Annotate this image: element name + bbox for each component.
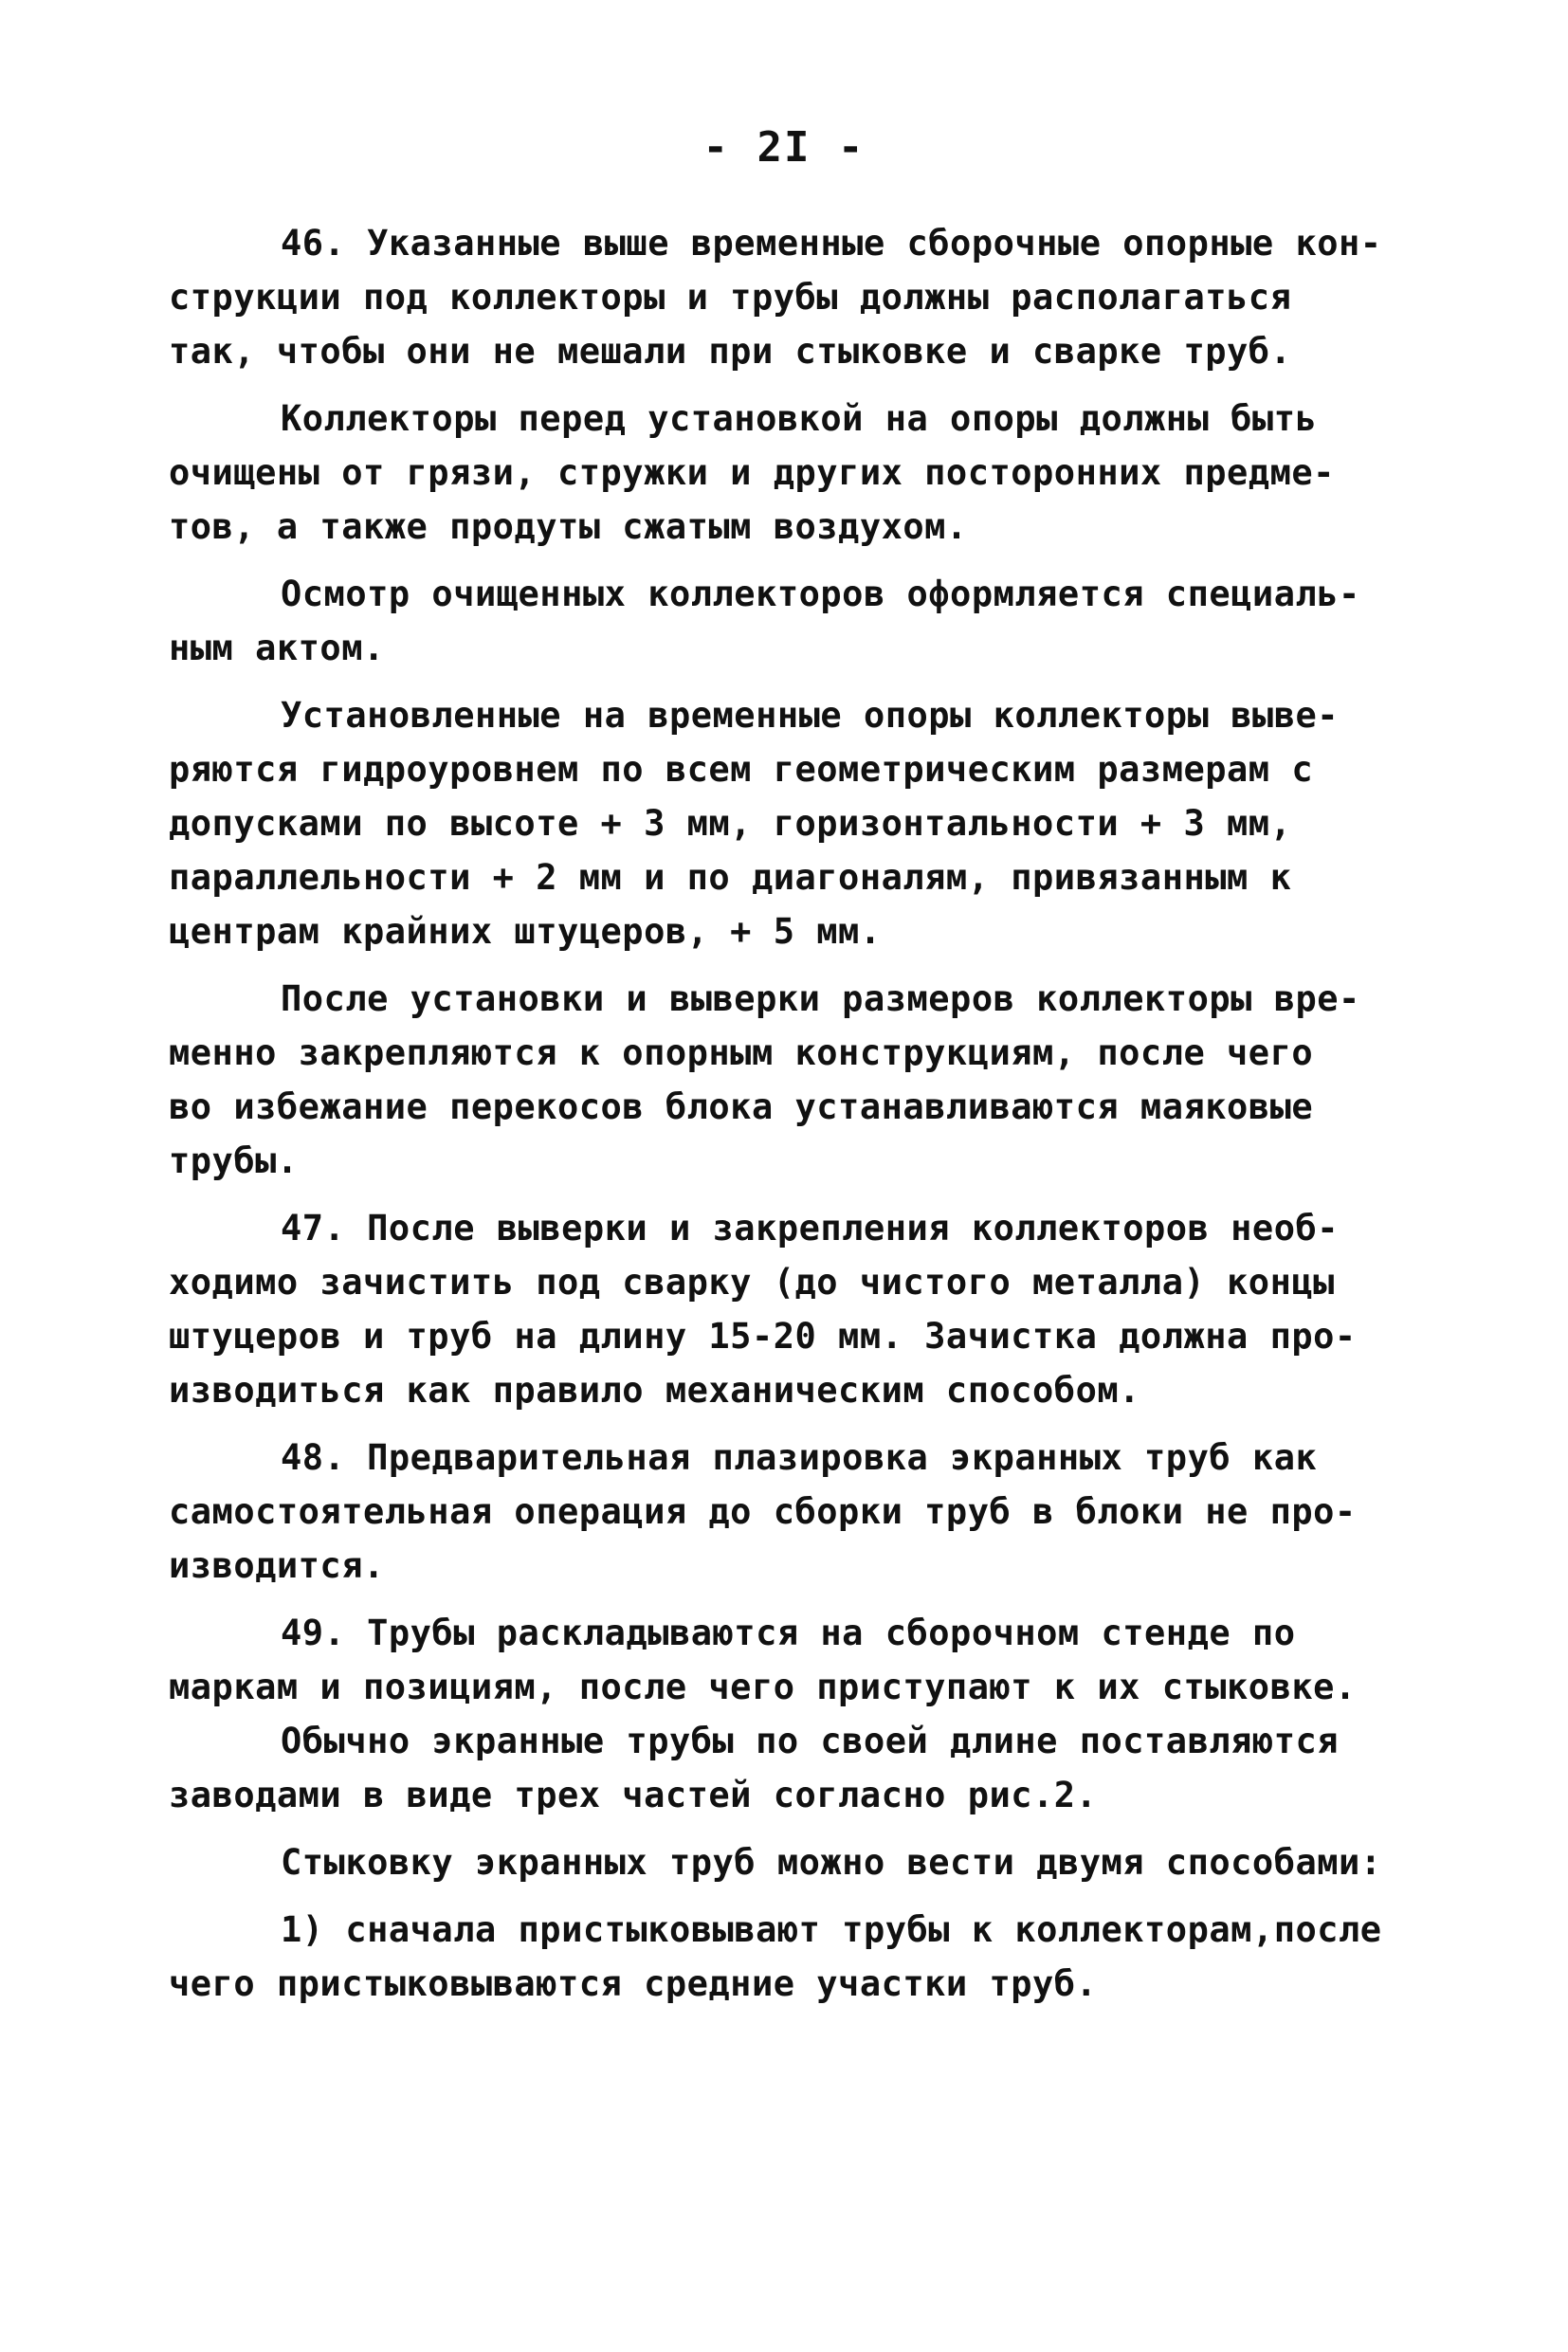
text-line: заводами в виде трех частей согласно рис.2. bbox=[169, 1775, 1098, 1815]
text-line: ходимо зачистить под сварку (до чистого металла) концы bbox=[169, 1262, 1335, 1303]
text-line: Коллекторы перед установкой на опоры должны быть bbox=[281, 398, 1318, 439]
text-line: очищены от грязи, стружки и других посторонних предме- bbox=[169, 452, 1335, 493]
paragraph-alignment-tolerances bbox=[169, 688, 1430, 958]
text-line: чего пристыковываются средние участки труб. bbox=[169, 1963, 1098, 2004]
text-line: 47. После выверки и закрепления коллекторов необ- bbox=[281, 1208, 1340, 1249]
paragraph-method-1 bbox=[169, 1903, 1430, 2011]
text-line: параллельности + 2 мм и по диагоналям, привязанным к bbox=[169, 857, 1292, 898]
text-line: штуцеров и труб на длину 15-20 мм. Зачистка должна про- bbox=[169, 1316, 1357, 1357]
body-text bbox=[169, 216, 1430, 2024]
paragraph-46 bbox=[169, 216, 1430, 378]
text-line: 46. Указанные выше временные сборочные опорные кон- bbox=[281, 223, 1382, 264]
text-line: маркам и позициям, после чего приступают к их стыковке. bbox=[169, 1667, 1357, 1707]
text-line: так, чтобы они не мешали при стыковке и сварке труб. bbox=[169, 331, 1292, 372]
text-line: самостоятельная операция до сборки труб в блоки не про- bbox=[169, 1491, 1357, 1532]
text-line: ряются гидроуровнем по всем геометрическим размерам с bbox=[169, 749, 1314, 790]
text-line: После установки и выверки размеров коллекторы вре- bbox=[281, 978, 1360, 1019]
text-line: Установленные на временные опоры коллекторы выве- bbox=[281, 695, 1340, 736]
paragraph-fixing-beacon-tubes bbox=[169, 972, 1430, 1188]
page-number: - 2I - bbox=[702, 123, 866, 172]
text-line: изводиться как правило механическим способом. bbox=[169, 1370, 1140, 1411]
paragraph-47 bbox=[169, 1201, 1430, 1417]
paragraph-two-methods bbox=[169, 1835, 1430, 1889]
text-line: струкции под коллекторы и трубы должны располагаться bbox=[169, 277, 1292, 318]
text-line: изводится. bbox=[169, 1545, 385, 1586]
paragraph-inspection-act bbox=[169, 567, 1430, 675]
text-line: менно закрепляются к опорным конструкциям, после чего bbox=[169, 1032, 1314, 1073]
text-line: центрам крайних штуцеров, + 5 мм. bbox=[169, 911, 882, 952]
paragraph-three-parts bbox=[169, 1714, 1430, 1822]
paragraph-48 bbox=[169, 1431, 1430, 1593]
paragraph-collectors-cleaning bbox=[169, 392, 1430, 554]
paragraph-49 bbox=[169, 1606, 1430, 1714]
text-line: 48. Предварительная плазировка экранных труб как bbox=[281, 1437, 1318, 1478]
text-line: ным актом. bbox=[169, 628, 385, 668]
text-line: допусками по высоте + 3 мм, горизонтальности + 3 мм, bbox=[169, 803, 1292, 844]
text-line: во избежание перекосов блока устанавливаются маяковые bbox=[169, 1086, 1314, 1127]
text-line: 49. Трубы раскладываются на сборочном стенде по bbox=[281, 1613, 1296, 1653]
text-line: трубы. bbox=[169, 1140, 299, 1181]
text-line: Стыковку экранных труб можно вести двумя способами: bbox=[281, 1842, 1382, 1883]
text-line: Осмотр очищенных коллекторов оформляется специаль- bbox=[281, 574, 1360, 614]
text-line: 1) сначала пристыковывают трубы к коллекторам,после bbox=[281, 1909, 1382, 1950]
text-line: тов, а также продуты сжатым воздухом. bbox=[169, 506, 968, 547]
text-line: Обычно экранные трубы по своей длине поставляются bbox=[281, 1721, 1340, 1761]
